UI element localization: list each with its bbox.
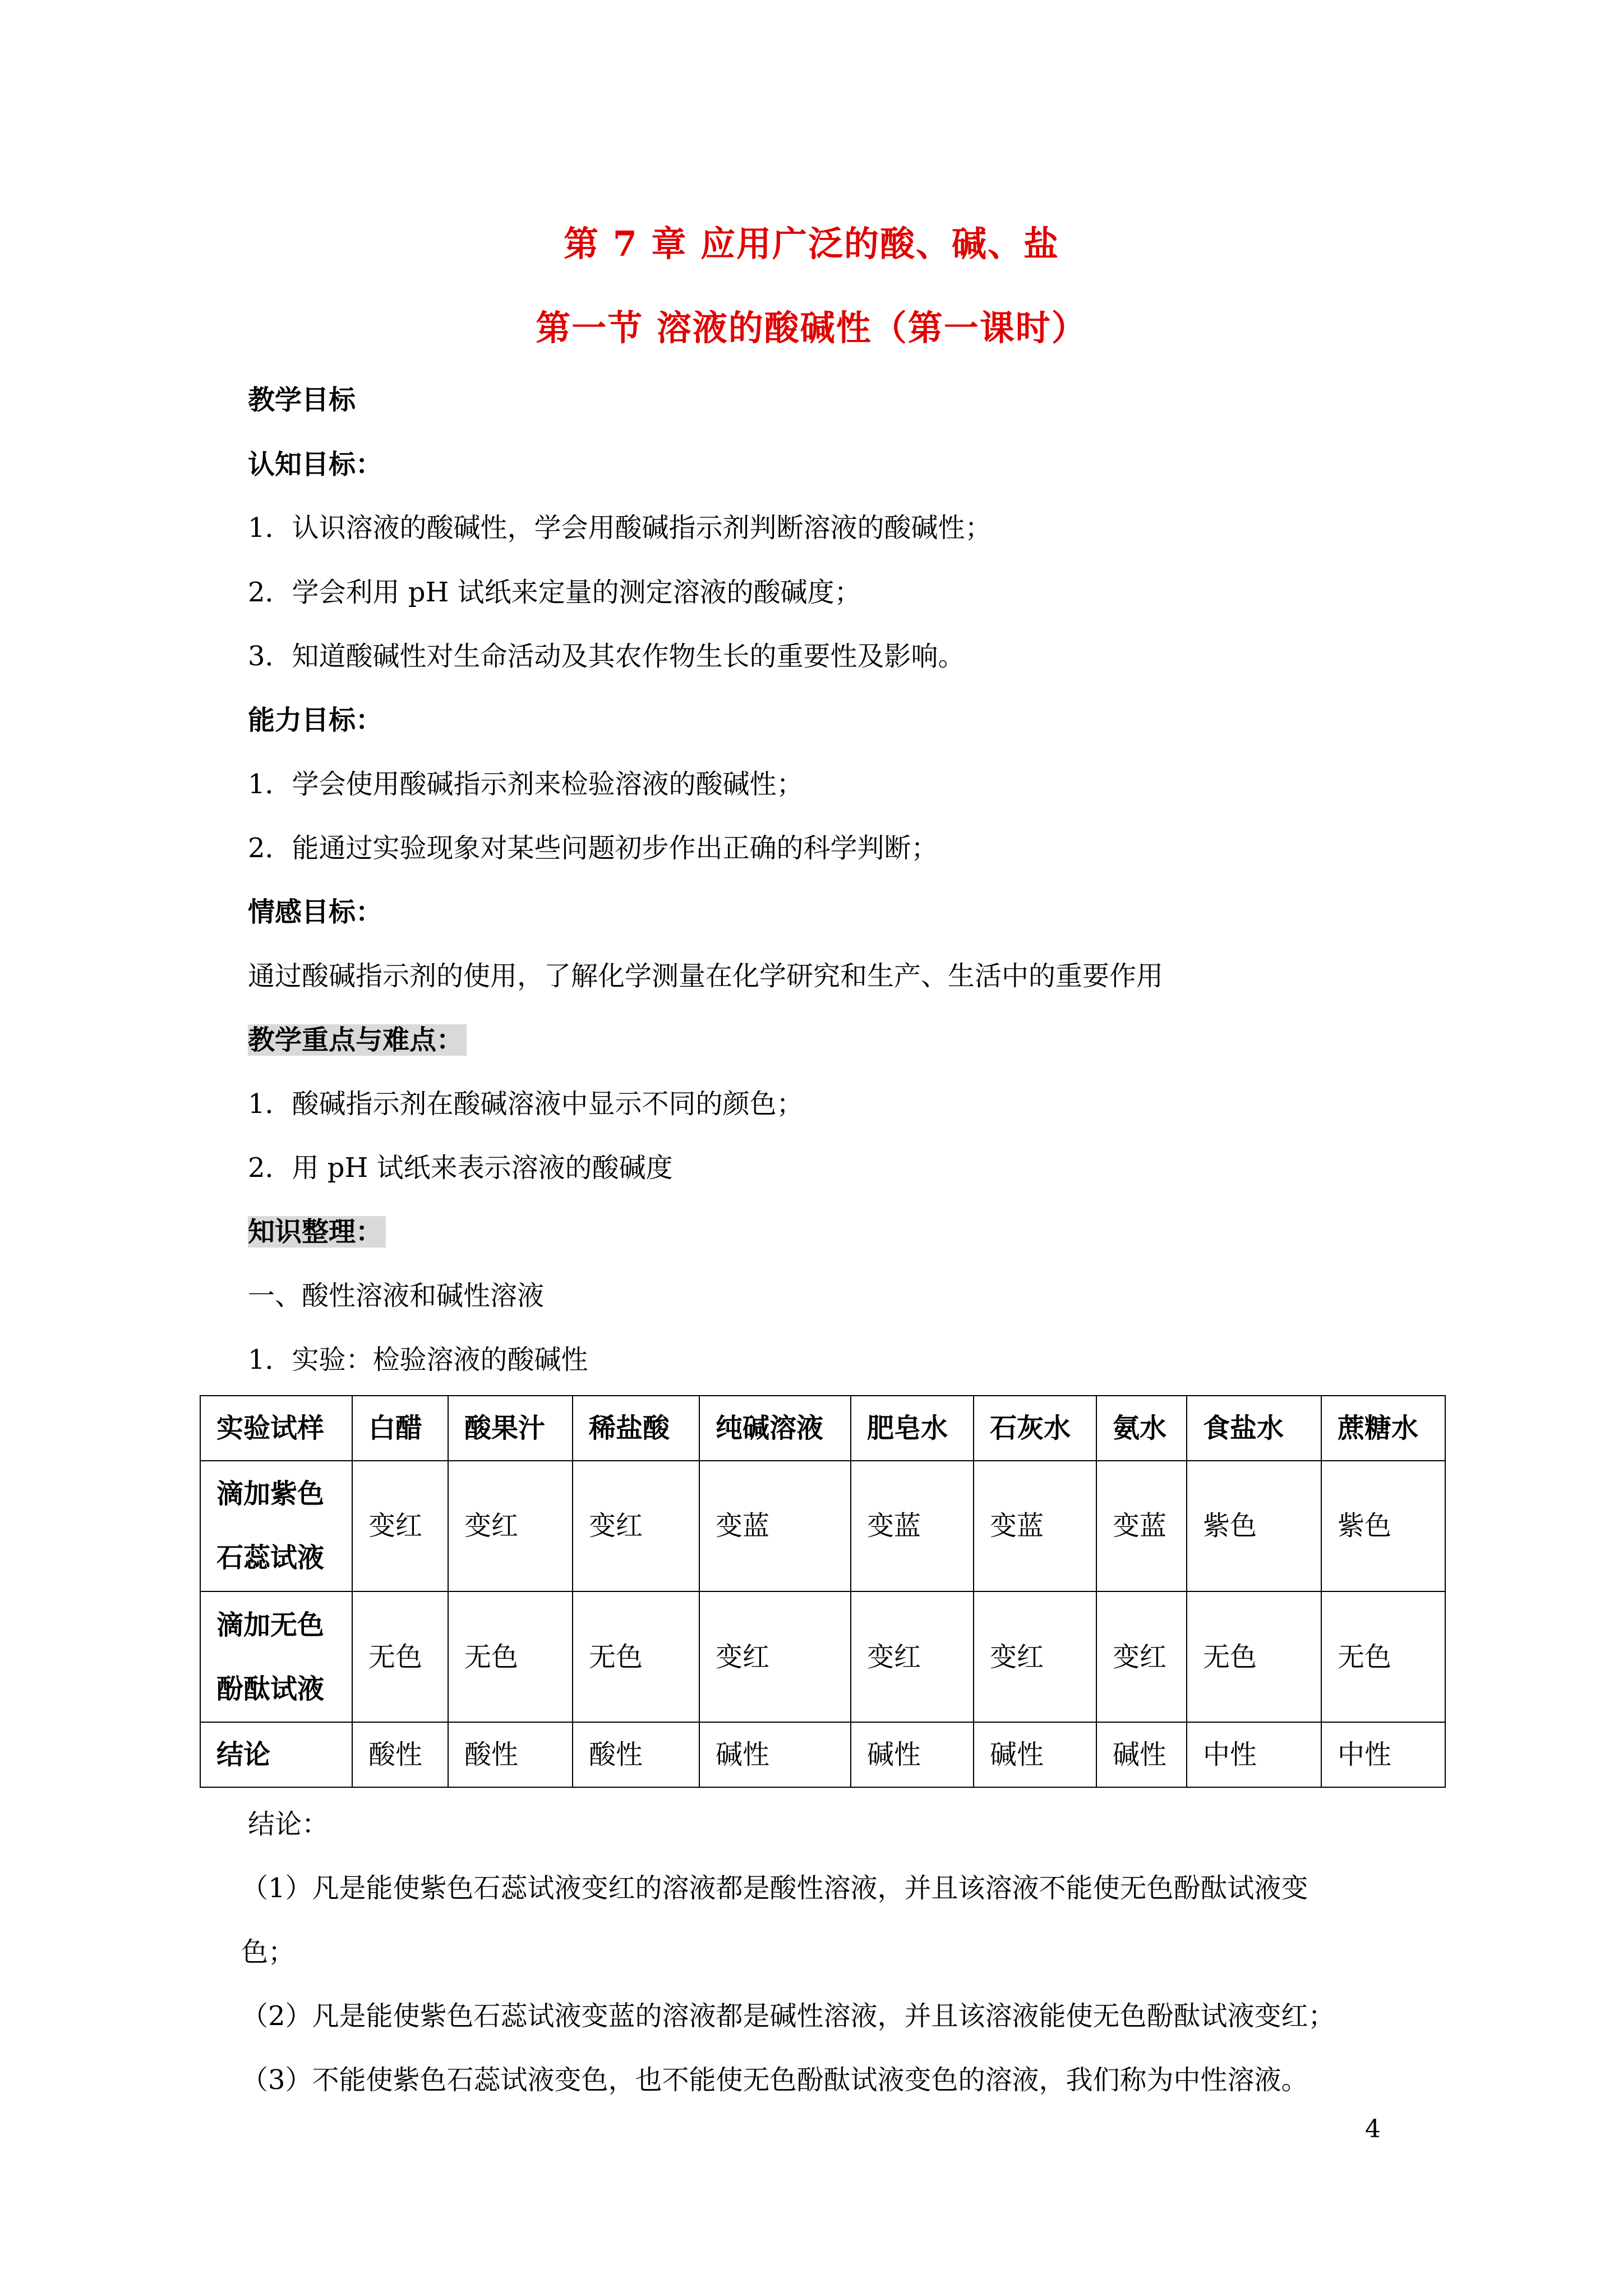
table-header-cell: 白醋: [352, 1396, 448, 1461]
table-header-cell: 氨水: [1096, 1396, 1187, 1461]
table-cell: 中性: [1187, 1722, 1321, 1787]
table-cell: 酸性: [448, 1722, 573, 1787]
key-points-heading: [248, 1023, 467, 1057]
table-header-cell: 稀盐酸: [573, 1396, 699, 1461]
conclusion-heading: 结论：: [248, 1809, 329, 1840]
table-cell: 变红: [699, 1591, 851, 1722]
ability-goal-2: 2．能通过实验现象对某些问题初步作出正确的科学判断；: [248, 832, 938, 864]
table-cell: 无色: [352, 1591, 448, 1722]
row-label-line: 酚酞试液: [216, 1673, 325, 1705]
table-cell: 碱性: [851, 1722, 974, 1787]
row-label-line: 石蕊试液: [216, 1542, 325, 1574]
table-header-cell: 食盐水: [1187, 1396, 1321, 1461]
table-cell: 无色: [1321, 1591, 1445, 1722]
row-label-phenolphthalein: [200, 1591, 352, 1722]
table-header-cell: 石灰水: [974, 1396, 1096, 1461]
table-row-conclusion: [200, 1722, 1445, 1787]
table-cell: 变红: [573, 1461, 699, 1591]
cognitive-goal-3: 3．知道酸碱性对生命活动及其农作物生长的重要性及影响。: [248, 641, 965, 672]
table-cell: 变红: [448, 1461, 573, 1591]
table-row-litmus: [200, 1461, 1445, 1591]
table-header-cell: 纯碱溶液: [699, 1396, 851, 1461]
row-label-conclusion: 结论: [200, 1722, 352, 1787]
table-cell: 变蓝: [974, 1461, 1096, 1591]
row-label-litmus: [200, 1461, 352, 1591]
conclusion-1-continued: 色；: [241, 1936, 296, 1968]
table-cell: 碱性: [699, 1722, 851, 1787]
ability-goal-1: 1．学会使用酸碱指示剂来检验溶液的酸碱性；: [248, 769, 804, 800]
knowledge-heading-text: 知识整理：: [248, 1216, 386, 1248]
table-cell: 碱性: [1096, 1722, 1187, 1787]
conclusion-2: （2）凡是能使紫色石蕊试液变蓝的溶液都是碱性溶液，并且该溶液能使无色酚酞试液变红；: [241, 2000, 1335, 2032]
table-cell: 无色: [448, 1591, 573, 1722]
key-points-heading-text: 教学重点与难点：: [248, 1024, 467, 1056]
table-header-cell: 实验试样: [200, 1396, 352, 1461]
table-cell: 紫色: [1187, 1461, 1321, 1591]
cognitive-goals-heading: 认知目标：: [248, 449, 383, 480]
table-cell: 变红: [1096, 1591, 1187, 1722]
key-point-2: 2．用 pH 试纸来表示溶液的酸碱度: [248, 1152, 673, 1184]
table-header-cell: 蔗糖水: [1321, 1396, 1445, 1461]
experiment-heading: 1．实验：检验溶液的酸碱性: [248, 1344, 588, 1375]
conclusion-1: （1）凡是能使紫色石蕊试液变红的溶液都是酸性溶液，并且该溶液不能使无色酚酞试液变: [241, 1872, 1308, 1904]
cognitive-goal-2: 2．学会利用 pH 试纸来定量的测定溶液的酸碱度；: [248, 577, 861, 608]
table-row-phenolphthalein: [200, 1591, 1445, 1722]
table-cell: 变红: [974, 1591, 1096, 1722]
cognitive-goal-1: 1．认识溶液的酸碱性，学会用酸碱指示剂判断溶液的酸碱性；: [248, 512, 992, 544]
chapter-title: 第 7 章 应用广泛的酸、碱、盐: [564, 223, 1059, 264]
goals-heading: 教学目标: [248, 384, 356, 416]
ability-goals-heading: 能力目标：: [248, 705, 383, 736]
table-cell: 变蓝: [851, 1461, 974, 1591]
knowledge-heading: [248, 1215, 386, 1249]
emotion-goals-heading: 情感目标：: [248, 896, 383, 928]
table-cell: 酸性: [352, 1722, 448, 1787]
table-cell: 变蓝: [1096, 1461, 1187, 1591]
table-cell: 无色: [573, 1591, 699, 1722]
table-cell: 变红: [851, 1591, 974, 1722]
table-cell: 紫色: [1321, 1461, 1445, 1591]
table-cell: 中性: [1321, 1722, 1445, 1787]
row-label-line: 滴加紫色: [216, 1478, 325, 1510]
section-title: 第一节 溶液的酸碱性（第一课时）: [536, 307, 1087, 348]
table-header-cell: 肥皂水: [851, 1396, 974, 1461]
table-header-row: [200, 1396, 1445, 1461]
table-header-cell: 酸果汁: [448, 1396, 573, 1461]
key-point-1: 1．酸碱指示剂在酸碱溶液中显示不同的颜色；: [248, 1088, 804, 1120]
table-cell: 碱性: [974, 1722, 1096, 1787]
section-acid-base-solutions: 一、酸性溶液和碱性溶液: [248, 1280, 545, 1312]
conclusion-3: （3）不能使紫色石蕊试液变色，也不能使无色酚酞试液变色的溶液，我们称为中性溶液。: [241, 2064, 1308, 2096]
table-cell: 变蓝: [699, 1461, 851, 1591]
table-cell: 酸性: [573, 1722, 699, 1787]
emotion-goal-1: 通过酸碱指示剂的使用，了解化学测量在化学研究和生产、生活中的重要作用: [248, 960, 1164, 992]
experiment-table: [200, 1395, 1446, 1788]
page-number: 4: [1365, 2115, 1381, 2143]
table-cell: 变红: [352, 1461, 448, 1591]
row-label-line: 滴加无色: [216, 1609, 325, 1641]
table-cell: 无色: [1187, 1591, 1321, 1722]
